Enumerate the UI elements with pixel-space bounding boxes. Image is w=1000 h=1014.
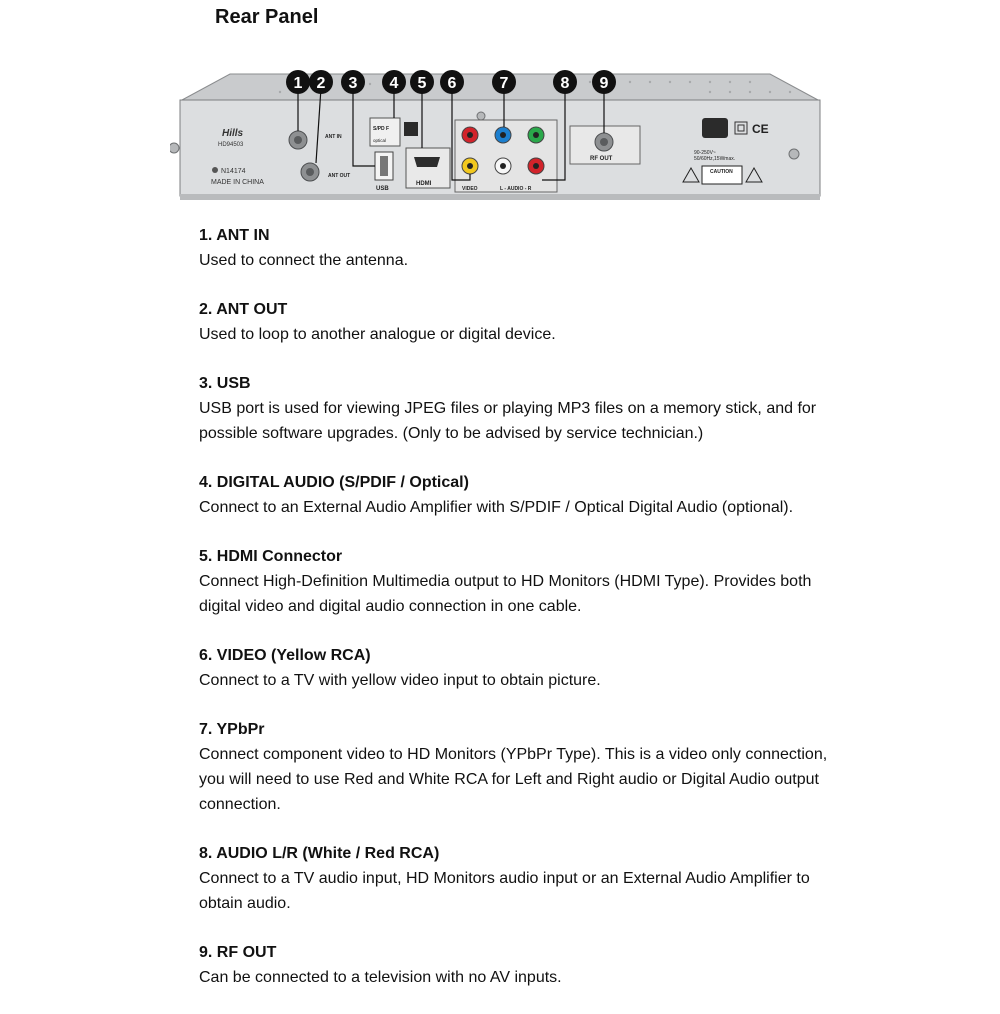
item-description: Used to loop to another analogue or digital device. (199, 326, 556, 343)
power-socket[interactable] (702, 118, 728, 138)
page-title: Rear Panel (215, 6, 319, 28)
callout-1 (286, 70, 310, 94)
hdmi-label: HDMI (416, 181, 432, 187)
description-item (199, 544, 839, 619)
description-item (199, 371, 839, 446)
description-item (199, 470, 839, 520)
optical-label: optical (373, 138, 387, 143)
callout-8 (553, 70, 577, 94)
item-heading: 4. DIGITAL AUDIO (S/PDIF / Optical) (199, 474, 469, 491)
item-heading: 7. YPbPr (199, 721, 265, 738)
screw-icon (789, 149, 799, 159)
description-item (199, 717, 839, 817)
power-rating-line2: 50/60Hz,15Wmax. (694, 156, 736, 162)
item-heading: 6. VIDEO (Yellow RCA) (199, 647, 371, 664)
svg-text:3: 3 (348, 75, 358, 92)
item-description: Used to connect the antenna. (199, 252, 409, 269)
ant-out-label: ANT OUT (328, 173, 351, 179)
callout-2 (309, 70, 333, 94)
connector-descriptions (199, 223, 839, 1014)
spdif-label: S/PD F (373, 126, 390, 132)
item-description: Connect to a TV with yellow video input to obtain picture. (199, 672, 601, 689)
svg-text:9: 9 (599, 75, 609, 92)
screw-icon (477, 112, 485, 120)
item-description: USB port is used for viewing JPEG files or playing MP3 files on a memory stick, and for possible software upgrades. (Only to be advised by service technician.) (199, 400, 817, 442)
rear-panel-illustration (170, 60, 830, 210)
callout-4 (382, 70, 406, 94)
callout-5 (410, 70, 434, 94)
svg-text:6: 6 (447, 75, 457, 92)
rf-out-label: RF OUT (590, 156, 613, 162)
callout-3 (341, 70, 365, 94)
usb-label: USB (376, 186, 389, 192)
power-rating-line1: 90-250V~ (694, 150, 716, 156)
item-heading: 1. ANT IN (199, 227, 270, 244)
audio-label: L - AUDIO - R (500, 186, 532, 192)
item-description: Connect to a TV audio input, HD Monitors audio input or an External Audio Amplifier to obtain audio. (199, 870, 810, 912)
video-label: VIDEO (462, 186, 478, 192)
item-heading: 5. HDMI Connector (199, 548, 343, 565)
item-heading: 8. AUDIO L/R (White / Red RCA) (199, 845, 440, 862)
model-number: HD94503 (218, 142, 244, 148)
screw-icon (170, 143, 179, 153)
hdmi-port[interactable] (414, 157, 440, 167)
item-heading: 3. USB (199, 375, 251, 392)
callout-9 (592, 70, 616, 94)
description-item (199, 940, 839, 990)
item-heading: 2. ANT OUT (199, 301, 288, 318)
description-item (199, 223, 839, 273)
brand-logo: Hills (222, 128, 244, 139)
callout-7 (492, 70, 516, 94)
item-description: Can be connected to a television with no AV inputs. (199, 969, 562, 986)
item-description: Connect High-Definition Multimedia output to HD Monitors (HDMI Type). Provides both digital video and digital audio connection in one cable. (199, 573, 812, 615)
svg-text:1: 1 (293, 75, 303, 92)
item-description: Connect component video to HD Monitors (YPbPr Type). This is a video only connection, you will need to use Red and White RCA for Left and Right audio or Digital Audio output connection. (199, 746, 828, 813)
svg-text:8: 8 (560, 75, 570, 92)
ant-in-label: ANT IN (325, 134, 342, 140)
description-item (199, 643, 839, 693)
svg-text:2: 2 (316, 75, 326, 92)
svg-text:7: 7 (499, 75, 509, 92)
svg-text:5: 5 (417, 75, 427, 92)
svg-text:4: 4 (389, 75, 399, 92)
item-description: Connect to an External Audio Amplifier with S/PDIF / Optical Digital Audio (optional). (199, 499, 794, 516)
caution-label: CAUTION (710, 169, 733, 175)
approval-code: N14174 (221, 168, 246, 175)
optical-port[interactable] (404, 122, 418, 136)
made-in-label: MADE IN CHINA (211, 179, 264, 186)
ce-mark: CE (752, 122, 769, 136)
callout-6 (440, 70, 464, 94)
item-heading: 9. RF OUT (199, 944, 277, 961)
description-item (199, 841, 839, 916)
description-item (199, 297, 839, 347)
